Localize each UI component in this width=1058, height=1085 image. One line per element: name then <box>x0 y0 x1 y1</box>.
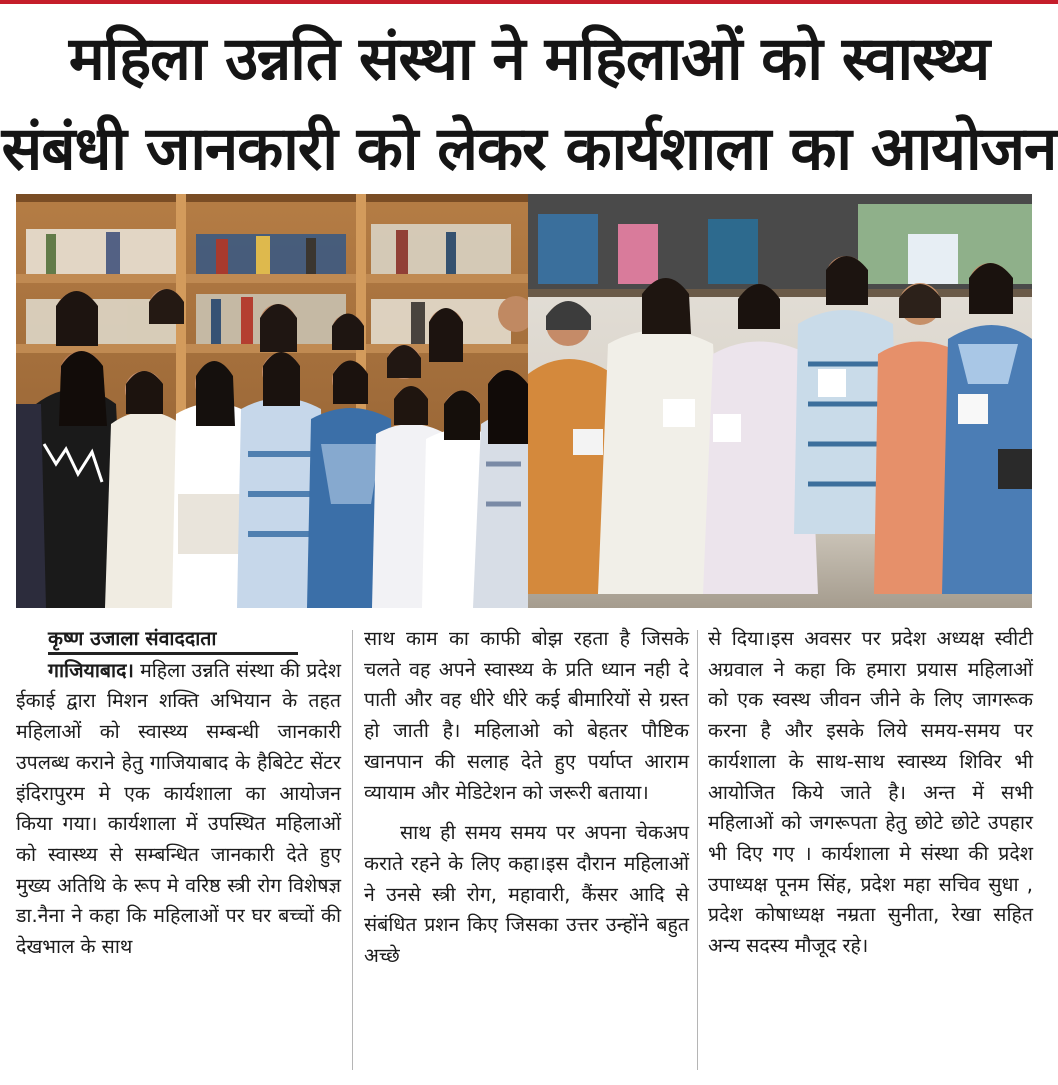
column-divider-2 <box>697 630 698 1070</box>
photo-strip <box>16 194 1032 608</box>
group-photo-lobby <box>528 194 1032 608</box>
group-photo-lobby-image <box>528 194 1032 608</box>
top-rule <box>0 0 1058 4</box>
group-photo-library-image <box>16 194 528 608</box>
column-2-paragraph-1: साथ काम का काफी बोझ रहता है जिसके चलते वह अपने स्वास्थ्य के प्रति ध्यान नही दे पाती और वह धीरे धीरे कई बीमारियों से ग्रस्त हो जाती है। महिलाओ को बेहतर पौष्टिक खानपान की सलाह देते हुए पर्याप्त आराम व्यायाम और मेडिटेशन को जरूरी बताया। <box>364 627 689 804</box>
headline <box>0 14 1058 194</box>
column-1-text: महिला उन्नति संस्था की प्रदेश ईकाई द्वारा मिशन शक्ति अभियान के तहत महिलाओं को स्वास्थ्य सम्बन्धी जानकारी उपलब्ध कराने हेतु गाजियाबाद के हैबिटेट सेंटर इंदिरापुरम मे एक कार्यशाला का आयोजन किया गया। कार्यशाला में उपस्थित महिलाओं को स्वास्थ्य से सम्बन्धित जानकारी देते हुए मुख्य अतिथि के रूप मे वरिष्ठ स्त्री रोग विशेषज्ञ डा.नैना ने कहा कि महिलाओं पर घर बच्चों की देखभाल के साथ <box>16 658 341 959</box>
column-divider-1 <box>352 630 353 1070</box>
dateline: गाजियाबाद। <box>48 658 134 682</box>
group-photo-library <box>16 194 528 608</box>
article-column-3 <box>708 624 1033 962</box>
column-3-paragraph: से दिया।इस अवसर पर प्रदेश अध्यक्ष स्वीटी अग्रवाल ने कहा कि हमारा प्रयास महिलाओं को एक स्वस्थ जीवन जीने के लिए जागरूक करना है और इसके लिये समय-समय पर कार्यशाला के साथ-साथ स्वास्थ्य शिविर भी आयोजित किये जाते है। अन्त में सभी महिलाओं को जगरूपता हेतु छोटे छोटे उपहार भी दिए गए । कार्यशाला मे संस्था की प्रदेश उपाध्यक्ष पूनम सिंह, प्रदेश महा सचिव सुधा , प्रदेश कोषाध्यक्ष नम्रता सुनीता, रेखा सहित अन्य सदस्य मौजूद रहे। <box>708 627 1033 958</box>
headline-line-1: महिला उन्नति संस्था ने महिलाओं को स्वास्थ्य <box>68 24 990 94</box>
article-column-2 <box>364 624 689 972</box>
article-column-1 <box>16 624 341 963</box>
byline: कृष्ण उजाला संवाददाता <box>48 627 217 650</box>
column-1-paragraph <box>16 656 341 963</box>
column-2-paragraph-2: साथ ही समय समय पर अपना चेकअप कराते रहने के लिए कहा।इस दौरान महिलाओं ने उनसे स्त्री रोग, महावारी, कैंसर आदि से संबंधित प्रशन किए जिसका उत्तर उन्होंने बहुत अच्छे <box>364 821 689 968</box>
headline-line-2: संबंधी जानकारी को लेकर कार्यशाला का आयोजन <box>1 114 1057 184</box>
